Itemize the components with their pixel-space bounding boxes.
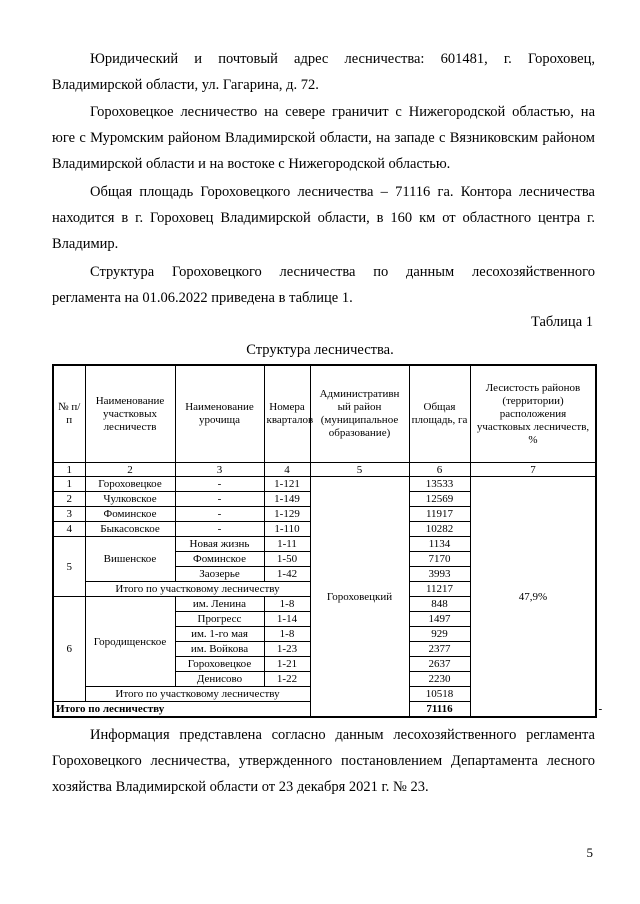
structure-table	[52, 364, 603, 718]
forestry-name: Фоминское	[85, 507, 175, 522]
tract-name: Гороховецкое	[175, 657, 264, 672]
borders-paragraph: Гороховецкое лесничество на севере граничит с Нижегородской областью, на юге с Муромским районом Владимирской области, на западе с Вязниковским районом Владимирской области и на востоке с Нижегородской областью.	[52, 104, 595, 172]
area: 1497	[409, 612, 470, 627]
tract-name: Новая жизнь	[175, 537, 264, 552]
district-cell: Гороховецкий	[310, 477, 409, 718]
total-row: Итого по лесничеству 71116 -	[53, 702, 596, 718]
quarters: 1-22	[264, 672, 310, 687]
quarters: 1-14	[264, 612, 310, 627]
quarters: 1-121	[264, 477, 310, 492]
tract-name: им. Ленина	[175, 597, 264, 612]
area-paragraph: Общая площадь Гороховецкого лесничества – 71116 га. Контора лесничества находится в г. Гороховец Владимирской области, в 160 км от областного центра г. Владимир.	[52, 184, 595, 252]
quarters: 1-8	[264, 627, 310, 642]
area: 1134	[409, 537, 470, 552]
row-num: 1	[53, 477, 85, 492]
header-num: № п/п	[53, 365, 85, 463]
area: 11917	[409, 507, 470, 522]
tract-name: -	[175, 507, 264, 522]
header-forestry: Наименование участковых лесничеств	[85, 365, 175, 463]
tract-name: -	[175, 492, 264, 507]
forestry-name: Городищенское	[85, 597, 175, 687]
area: 3993	[409, 567, 470, 582]
address-paragraph: Юридический и почтовый адрес лесничества: 601481, г. Гороховец, Владимирской области, ул. Гагарина, д. 72.	[52, 51, 595, 93]
quarters: 1-110	[264, 522, 310, 537]
quarters: 1-11	[264, 537, 310, 552]
column-number-row	[53, 463, 596, 477]
column-number: 3	[175, 463, 264, 477]
area: 12569	[409, 492, 470, 507]
quarters: 1-42	[264, 567, 310, 582]
quarters: 1-23	[264, 642, 310, 657]
column-number: 2	[85, 463, 175, 477]
forestry-name: Быкасовское	[85, 522, 175, 537]
row-num: 2	[53, 492, 85, 507]
tract-name: Фоминское	[175, 552, 264, 567]
table-row	[53, 477, 596, 492]
subtotal-label: Итого по участковому лесничеству	[85, 582, 310, 597]
area: 2637	[409, 657, 470, 672]
table-title: Структура лесничества.	[246, 342, 394, 358]
column-number: 7	[470, 463, 596, 477]
area: 7170	[409, 552, 470, 567]
area: 2230	[409, 672, 470, 687]
row-num: 3	[53, 507, 85, 522]
quarters: 1-50	[264, 552, 310, 567]
quarters: 1-149	[264, 492, 310, 507]
quarters: 1-21	[264, 657, 310, 672]
total-area: 71116	[409, 702, 470, 718]
area: 13533	[409, 477, 470, 492]
header-area: Общая площадь, га	[409, 365, 470, 463]
tract-name: -	[175, 522, 264, 537]
forestry-name: Чулковское	[85, 492, 175, 507]
header-quarters: Номера кварталов	[264, 365, 310, 463]
area: 10282	[409, 522, 470, 537]
column-number: 5	[310, 463, 409, 477]
header-tract: Наименование урочища	[175, 365, 264, 463]
forestry-name: Гороховецкое	[85, 477, 175, 492]
quarters: 1-129	[264, 507, 310, 522]
row-num: 6	[53, 597, 85, 702]
area: 848	[409, 597, 470, 612]
subtotal-area: 11217	[409, 582, 470, 597]
page-number: 5	[586, 845, 593, 860]
column-number: 1	[53, 463, 85, 477]
subtotal-area: 10518	[409, 687, 470, 702]
area: 2377	[409, 642, 470, 657]
header-district: Административн ый район (муниципальное образование)	[310, 365, 409, 463]
row-num: 4	[53, 522, 85, 537]
structure-intro-paragraph: Структура Гороховецкого лесничества по данным лесохозяйственного регламента на 01.06.2022 приведена в таблице 1.	[52, 264, 595, 306]
area: 929	[409, 627, 470, 642]
table-label: Таблица 1	[530, 314, 593, 330]
tract-name: Заозерье	[175, 567, 264, 582]
source-note-paragraph: Информация представлена согласно данным лесохозяйственного регламента Гороховецкого лесничества, утвержденного постановлением Департамента лесного хозяйства Владимирской области от 23 декабря 2021 г. № 23.	[52, 727, 595, 795]
column-number: 6	[409, 463, 470, 477]
quarters: 1-8	[264, 597, 310, 612]
tract-name: -	[175, 477, 264, 492]
forestry-name: Вишенское	[85, 537, 175, 582]
column-number: 4	[264, 463, 310, 477]
row-num: 5	[53, 537, 85, 597]
subtotal-label: Итого по участковому лесничеству	[85, 687, 310, 702]
tract-name: Прогресс	[175, 612, 264, 627]
header-cover: Лесистость районов (территории) расположения участковых лесничеств, %	[470, 365, 596, 463]
forest-cover-cell: 47,9%	[470, 477, 596, 718]
tract-name: Денисово	[175, 672, 264, 687]
tract-name: им. 1-го мая	[175, 627, 264, 642]
total-label: Итого по лесничеству	[53, 702, 409, 718]
tract-name: им. Войкова	[175, 642, 264, 657]
